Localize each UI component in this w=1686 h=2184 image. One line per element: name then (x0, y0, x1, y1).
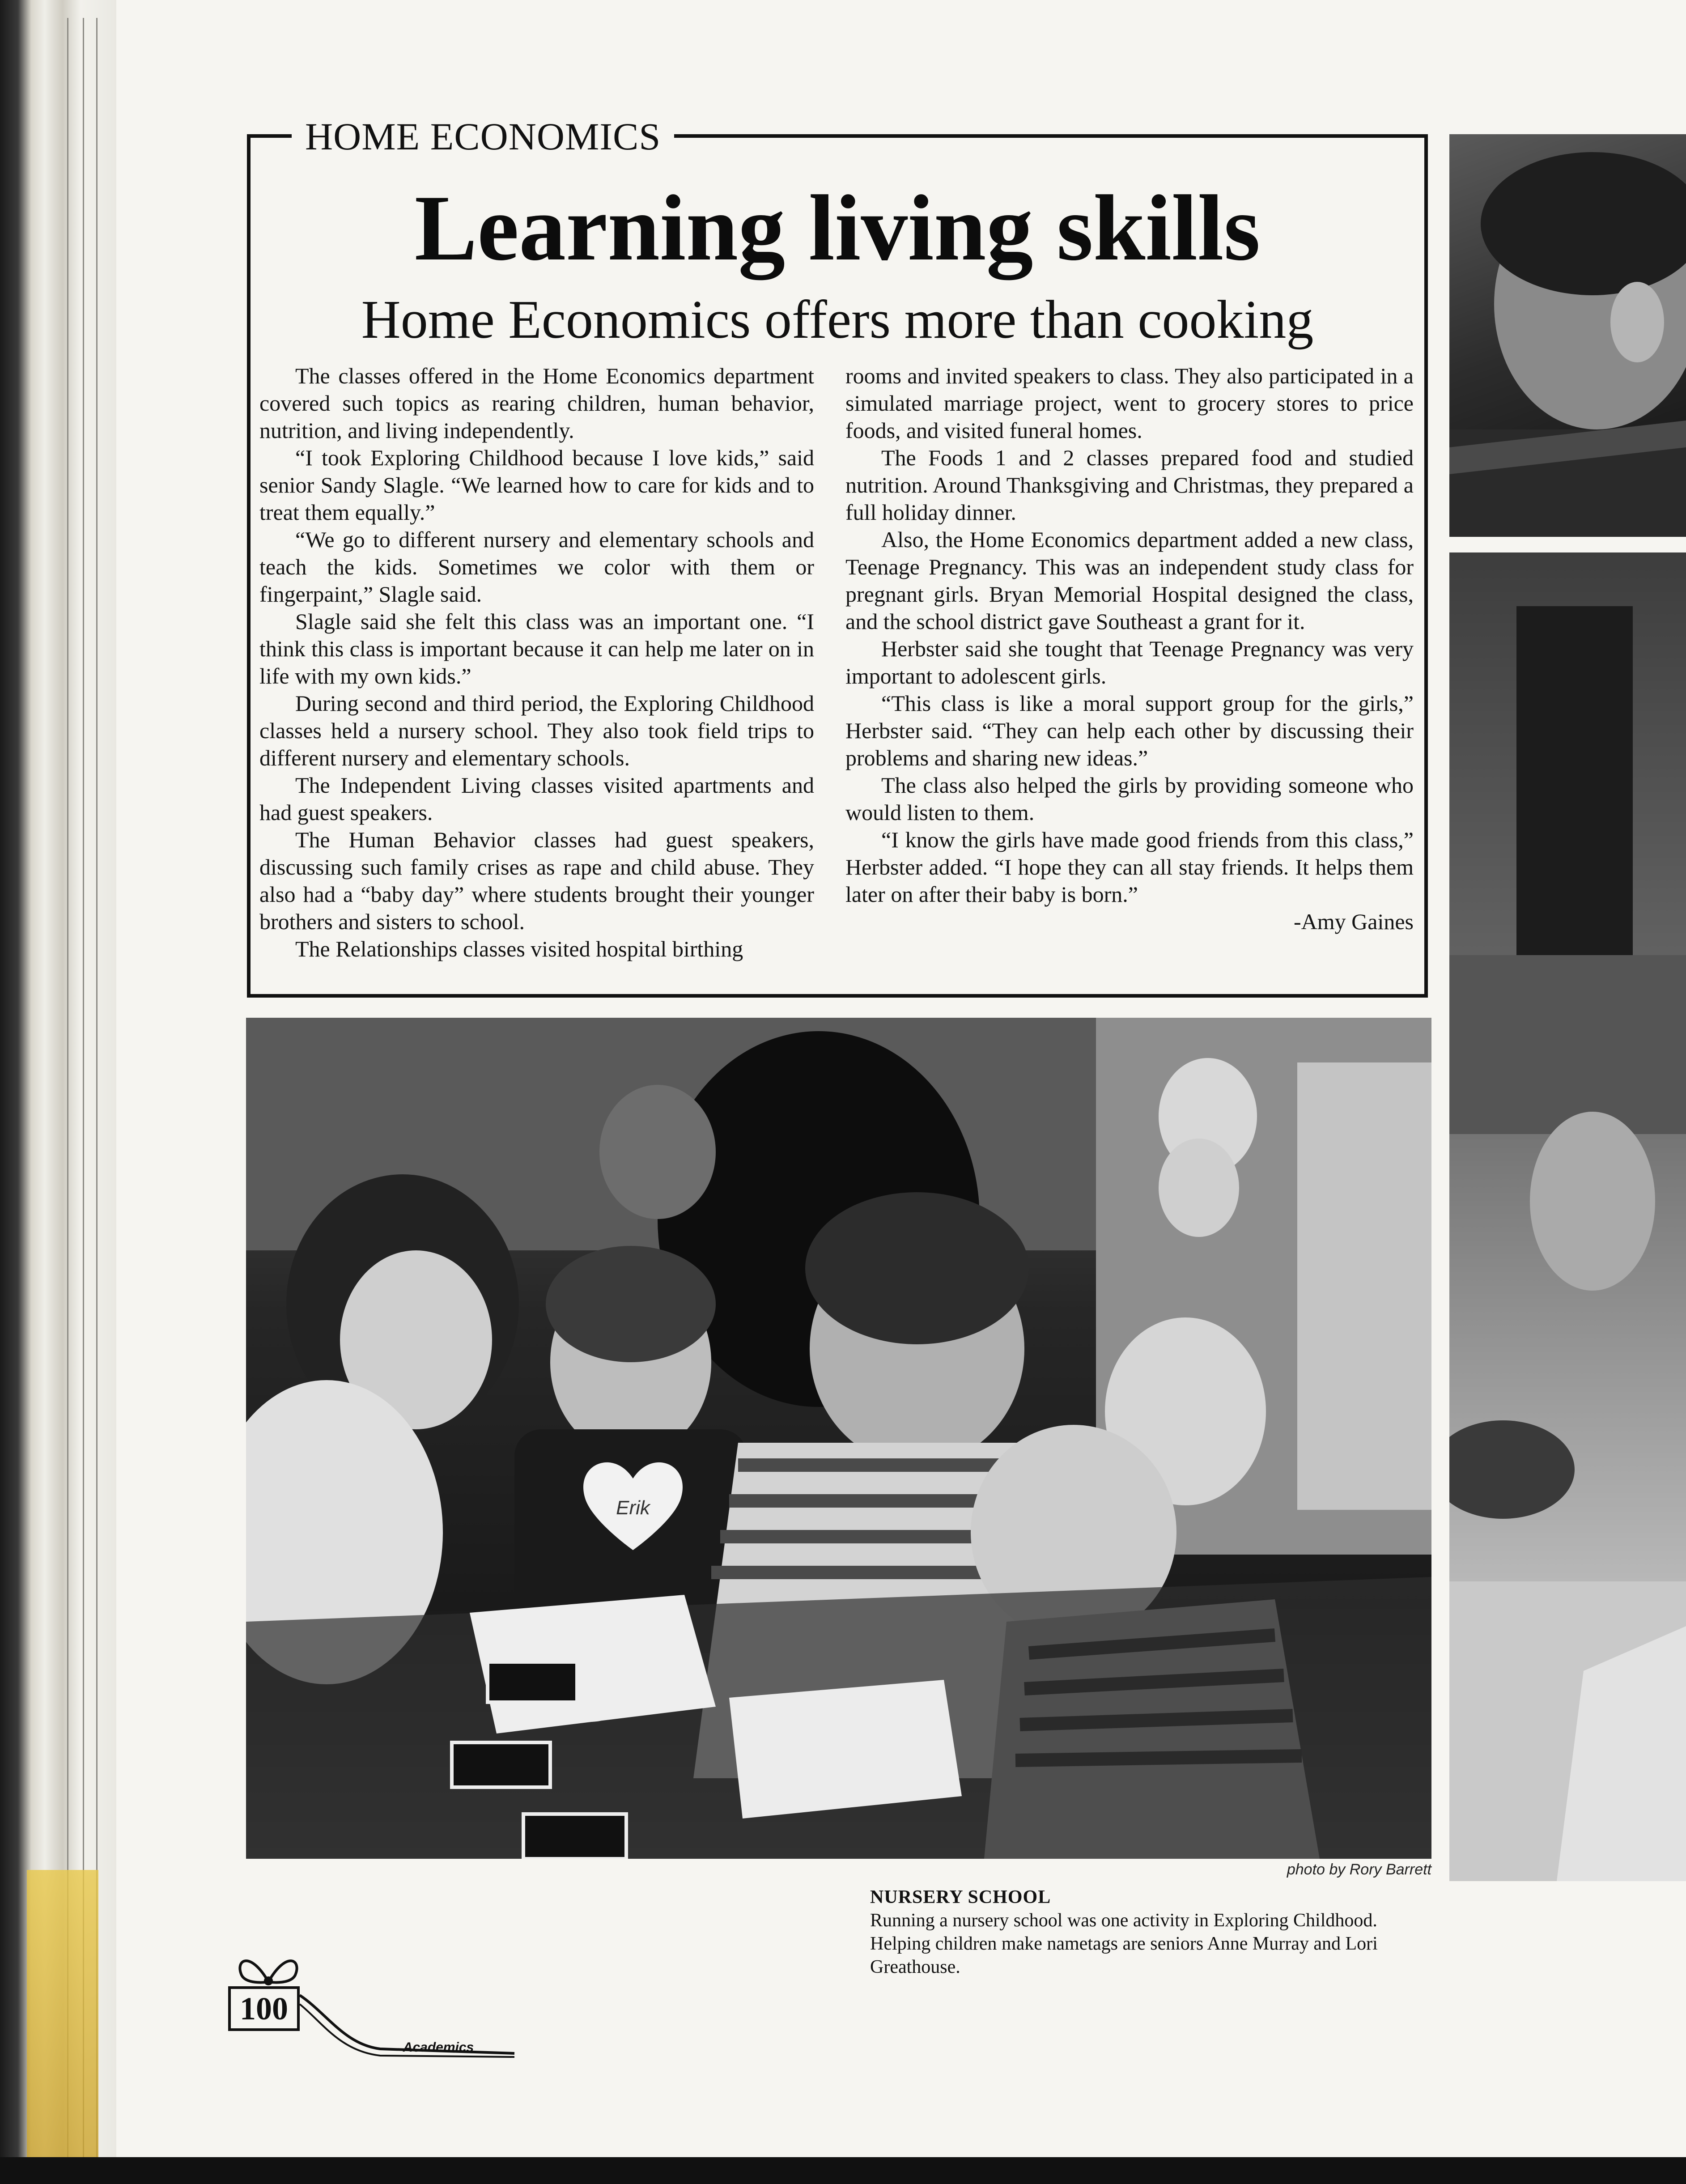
paragraph: “We go to different nursery and elementary schools and teach the kids. Sometimes we color with them or fingerpaint,” Slagle said. (259, 527, 814, 607)
paragraph: “I know the girls have made good friends from this class,” Herbster added. “I hope they can all stay friends. It helps them later on after their baby is born.” (845, 827, 1414, 907)
headline: Learning living skills (414, 176, 1261, 280)
paragraph: “I took Exploring Childhood because I love kids,” said senior Sandy Slagle. “We learned how to care for kids and to treat them equally.” (259, 445, 814, 525)
nametag-text: Erik (616, 1497, 650, 1519)
story-column-right (845, 362, 1414, 935)
nursery-scene-illustration (246, 1018, 1431, 1859)
section-label: Academics (403, 2040, 474, 2055)
book-spine (0, 0, 116, 2184)
paragraph: Slagle said she felt this class was an important one. “I think this class is important because it can help me later on in life with my own kids.” (259, 609, 814, 688)
photo-nursery-school (246, 1018, 1431, 1859)
subheadline: Home Economics offers more than cooking (361, 289, 1314, 350)
photo-caption (870, 1886, 1434, 1979)
paragraph: “This class is like a moral support group for the girls,” Herbster said. “They can help each other by discussing their problems and sharing new ideas.” (845, 691, 1414, 770)
paragraph: The Human Behavior classes had guest speakers, discussing such family crises as rape and child abuse. They also had a “baby day” where students brought their younger brothers and sisters to school. (259, 827, 814, 934)
paragraph: Also, the Home Economics department added a new class, Teenage Pregnancy. This was an independent study class for pregnant girls. Bryan Memorial Hospital designed the class, and the school district gave Southeast a grant for it. (845, 527, 1414, 634)
caption-text: Running a nursery school was one activity in Exploring Childhood. Helping children make nametags are seniors Anne Murray and Lori Greathouse. (870, 1910, 1378, 1977)
story-column-left (259, 362, 814, 963)
spine-line (67, 18, 68, 2157)
paragraph: The Relationships classes visited hospital birthing (295, 936, 743, 961)
gift-bow-icon (233, 1933, 304, 1991)
classroom-side-illustration (1449, 552, 1686, 1881)
portrait-illustration (1449, 134, 1686, 537)
kicker-bar (247, 114, 1428, 159)
photo-credit: photo by Rory Barrett (1287, 1861, 1431, 1878)
paragraph: The Foods 1 and 2 classes prepared food and studied nutrition. Around Thanksgiving and Christmas, they prepared a full holiday dinner. (845, 445, 1414, 525)
section-kicker: HOME ECONOMICS (292, 114, 674, 159)
paragraph: Herbster said she tought that Teenage Pregnancy was very important to adolescent girls. (845, 636, 1414, 688)
paragraph: The class also helped the girls by providing someone who would listen to them. (845, 773, 1414, 825)
photo-classroom-side (1449, 552, 1686, 1881)
paragraph: The Independent Living classes visited apartments and had guest speakers. (259, 773, 814, 825)
spine-line (96, 18, 98, 2157)
byline: -Amy Gaines (1294, 909, 1414, 934)
page-number: 100 (228, 1986, 300, 2031)
photo-student-portrait (1449, 134, 1686, 537)
spine-line (83, 18, 84, 2157)
gilded-page-edge (27, 1870, 98, 2183)
bottom-edge (0, 2157, 1686, 2184)
caption-title: NURSERY SCHOOL (870, 1887, 1051, 1908)
paragraph: During second and third period, the Exploring Childhood classes held a nursery school. They also took field trips to different nursery and elementary schools. (259, 691, 814, 770)
paragraph: The classes offered in the Home Economics department covered such topics as rearing children, human behavior, nutrition, and living independently. (259, 363, 814, 443)
paragraph: rooms and invited speakers to class. They also participated in a simulated marriage project, went to grocery stores to price foods, and visited funeral homes. (845, 363, 1414, 443)
